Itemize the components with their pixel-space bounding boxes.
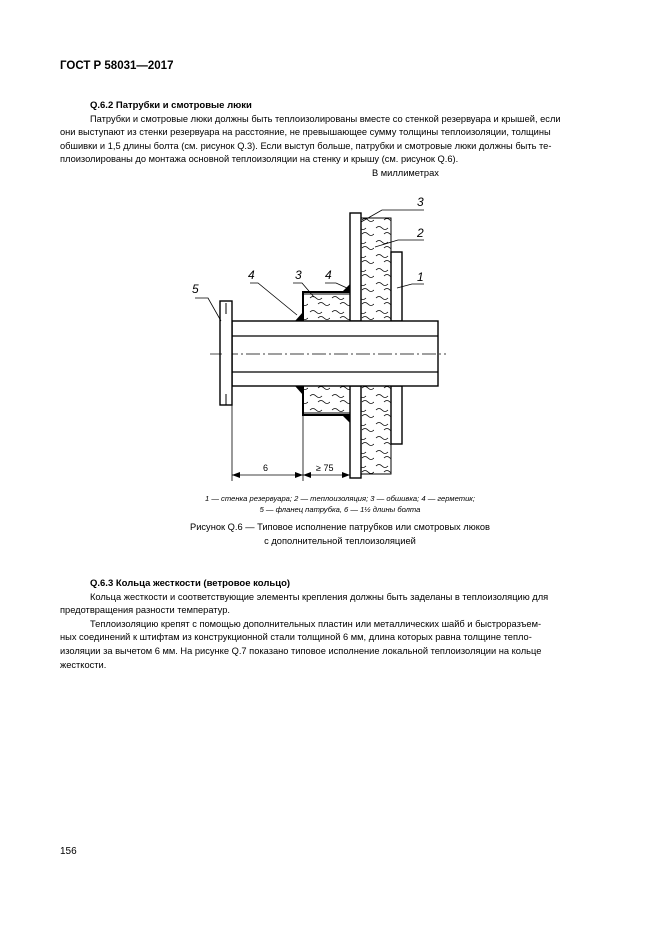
tank-wall-upper [350, 213, 361, 321]
legend-line: 1 — стенка резервуара; 2 — теплоизоляция; 3 — обшивка; 4 — герметик; [205, 494, 475, 503]
tank-wall-lower [350, 386, 361, 478]
callout-4-left: 4 [248, 268, 255, 282]
callout-3: 3 [295, 268, 302, 282]
wall-insulation-upper [361, 218, 391, 321]
nozzle-insulation-lower [303, 386, 350, 413]
nozzle-pipe [232, 321, 438, 386]
sealant-lower-left [295, 386, 303, 395]
paragraph-line: ных соединений к штифтам из конструкционной стали толщиной 6 мм, длина которых равна толщине тепло- [60, 632, 532, 643]
paragraph-line: плоизолированы до монтажа основной теплоизоляции на стенку и крышу (см. рисунок Q.6). [60, 154, 459, 165]
units-note: В миллиметрах [372, 168, 439, 178]
section-q62-title: Q.6.2 Патрубки и смотровые люки [90, 100, 252, 111]
figure-caption [90, 521, 590, 548]
figure-legend [90, 493, 590, 515]
nozzle-flange [220, 301, 232, 405]
callout-5: 5 [192, 282, 199, 296]
paragraph-line: они выступают из стенки резервуара на расстояние, не превышающее сумму толщины теплоизоляции, толщины [60, 127, 551, 138]
section-q63-title: Q.6.3 Кольца жесткости (ветровое кольцо) [90, 578, 291, 589]
paragraph-line: жесткости. [60, 659, 107, 670]
paragraph-line: изоляции за вычетом 6 мм. На рисунке Q.7 показано типовое исполнение локальной теплоизоляции на кольце [60, 645, 542, 656]
nozzle-insulation-upper [303, 294, 350, 321]
sealant-lower-right [342, 415, 350, 423]
dimension-label-6: 6 [263, 463, 269, 473]
sealant-upper-left [295, 312, 303, 321]
paragraph-line: предотвращения разности температур. [60, 605, 230, 616]
callout-2: 2 [417, 226, 424, 240]
page-number: 156 [60, 846, 77, 857]
caption-line: Рисунок Q.6 — Типовое исполнение патрубков или смотровых люков [190, 522, 490, 532]
callout-4-right: 4 [325, 268, 332, 282]
dimension-label-75: ≥ 75 [316, 463, 334, 473]
callout-3-top: 3 [417, 195, 424, 209]
legend-line: 5 — фланец патрубка, 6 — 1½ длины болта [259, 505, 421, 514]
paragraph-line: Патрубки и смотровые люки должны быть теплоизолированы вместе со стенкой резервуара и крышей, если [90, 113, 561, 124]
paragraph-line: Теплоизоляцию крепят с помощью дополнительных пластин или металлических шайб и быстроразъем- [90, 618, 542, 629]
callout-1: 1 [417, 270, 424, 284]
wall-insulation-lower [361, 386, 391, 474]
paragraph-line: обшивки и 1,5 длины болта (см. рисунок Q.3). Если выступ больше, патрубки и смотровые люки должны быть те- [60, 140, 552, 151]
wall-cladding-upper [391, 252, 402, 321]
wall-cladding-lower [391, 386, 402, 444]
document-header: ГОСТ Р 58031—2017 [60, 60, 174, 72]
sealant-upper-right [342, 284, 350, 292]
section-q63 [60, 577, 600, 672]
caption-line: с дополнительной теплоизоляцией [264, 535, 416, 546]
paragraph-line: Кольца жесткости и соответствующие элементы крепления должны быть заделаны в теплоизоляцию для [90, 591, 549, 602]
